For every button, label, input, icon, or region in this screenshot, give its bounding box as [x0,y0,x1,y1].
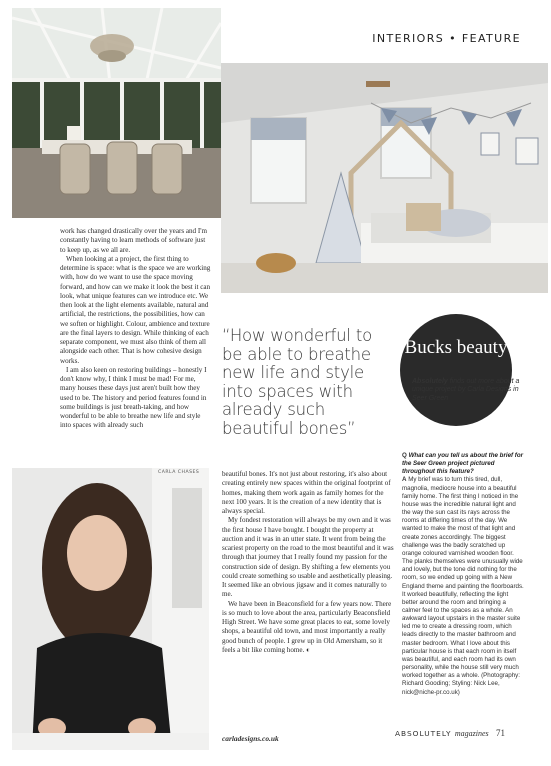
childrens-bedroom-photo [221,63,548,293]
paragraph: My fondest restoration will always be my own and it was the first house I have bought. I bought the property at auction and it was in an utter state. It went from being the scariest property on the road to the most beautiful and it was through that journey that I really found my passion for the construction side of design. By shifting a few elements you could create something so usable and aesthetically pleasing. It seemed like an obvious jigsaw and it comes naturally to me. [222,516,394,599]
intro-text: finds out more about a unique project by Carla Designs in Seer Green [412,378,520,402]
subsection-name: FEATURE [461,32,521,45]
paragraph-text: We have been in Beaconsfield for a few years now. There is so much to love about the area, particularly Beaconsfield High Street. We have some great places to eat, some lovely shops, a beautiful old town, and most importantly a really good bunch of people. I grew up in Old Amersham, so it feels a bit like coming home. [222,599,392,654]
website-link[interactable]: carladesigns.co.uk [222,734,279,743]
question-mark-icon: Q [402,452,407,459]
magazine-name: ABSOLUTELY [395,729,452,738]
answer [402,476,524,696]
paragraph [222,600,394,656]
page-footer [395,728,505,738]
page-number: 71 [496,728,505,738]
answer-text: My brief was to turn this tired, dull, magnolia, mediocre house into a beautiful family home. The first thing I noticed in the house was the incredible natural light and the way the sun cast its rays across the rooms at differing times of the day. We wanted to make the most of that light and create zones accordingly. The biggest challenge was the badly scratched up orange coloured varnished wooden floor. The planks themselves were unusually wide and lovely, but the tone did nothing for the room, so we ended up going with a New England theme and painting the floorboards. It worked beautifully, reflecting the light better around the room and bringing a calmer feel to the spaces as a whole. An awkward layout upstairs in the master suite led me to create a dressing room, which leads directly to the master bathroom and master bedroom. What I love about this particular house is that each room in itself was beautiful, and each room had its own personality, while the house still very much worked together as a whole. (Photography: Richard Gooding; Styling: Nick Lee, nick@niche-pr.co.uk) [402,476,524,696]
paragraph: work has changed drastically over the years and I'm constantly having to learn methods of software just to keep up, as we all are. [60,227,208,254]
conservatory-dining-photo [12,8,221,218]
answer-mark-icon: A [402,476,407,484]
sidebar-title: Bucks beauty [404,337,508,358]
question [402,452,524,476]
intro-brand: Absolutely [412,378,448,385]
paragraph: I am also keen on restoring buildings – honestly I don't know why, I think I must be mad! For me, many houses these days just aren't built how they used to be. The history and period features found in some buildings is just breath-taking, and how wonderful to be able to breathe new life and style into spaces with already such [60,365,207,430]
middle-column-text [222,470,394,655]
end-mark-icon: ◐ [306,645,311,654]
question-text: What can you tell us about the brief for the Seer Green project pictured throughout this feature? [402,452,524,476]
sidebar-title-circle [400,314,512,426]
separator-dot: • [449,32,457,45]
designer-portrait-photo [12,468,209,750]
sidebar-qa [402,452,524,697]
left-column-text [60,227,212,431]
pull-quote: “How wonderful to be able to breathe new life and style into spaces with already such beautiful bones” [222,326,372,438]
section-header [372,32,521,45]
magazine-suffix: magazines [454,729,489,738]
section-name: INTERIORS [372,32,445,45]
photo-credit: CARLA CHASES [158,470,200,475]
paragraph: beautiful bones. It's not just about restoring, it's also about creating entirely new spaces within the original footprint of homes, making them work again as family homes for the next 100 years. It is the creation of a new identity that is always special. [222,470,391,515]
sidebar-intro [412,378,524,403]
paragraph: When looking at a project, the first thing to determine is space: what is the space we are working with, how do we want to use the space moving forward, and how can we make it look the best it can look, what unique features can we introduce etc. We then look at the light elements available, natural and artificial, the restrictions, the possibilities, how can we soften or highlight. Colour, ambience and texture are the final layers to design. While thinking of each separate component, we must also think of them all alongside each other. That is how cohesive design works. [60,254,211,365]
